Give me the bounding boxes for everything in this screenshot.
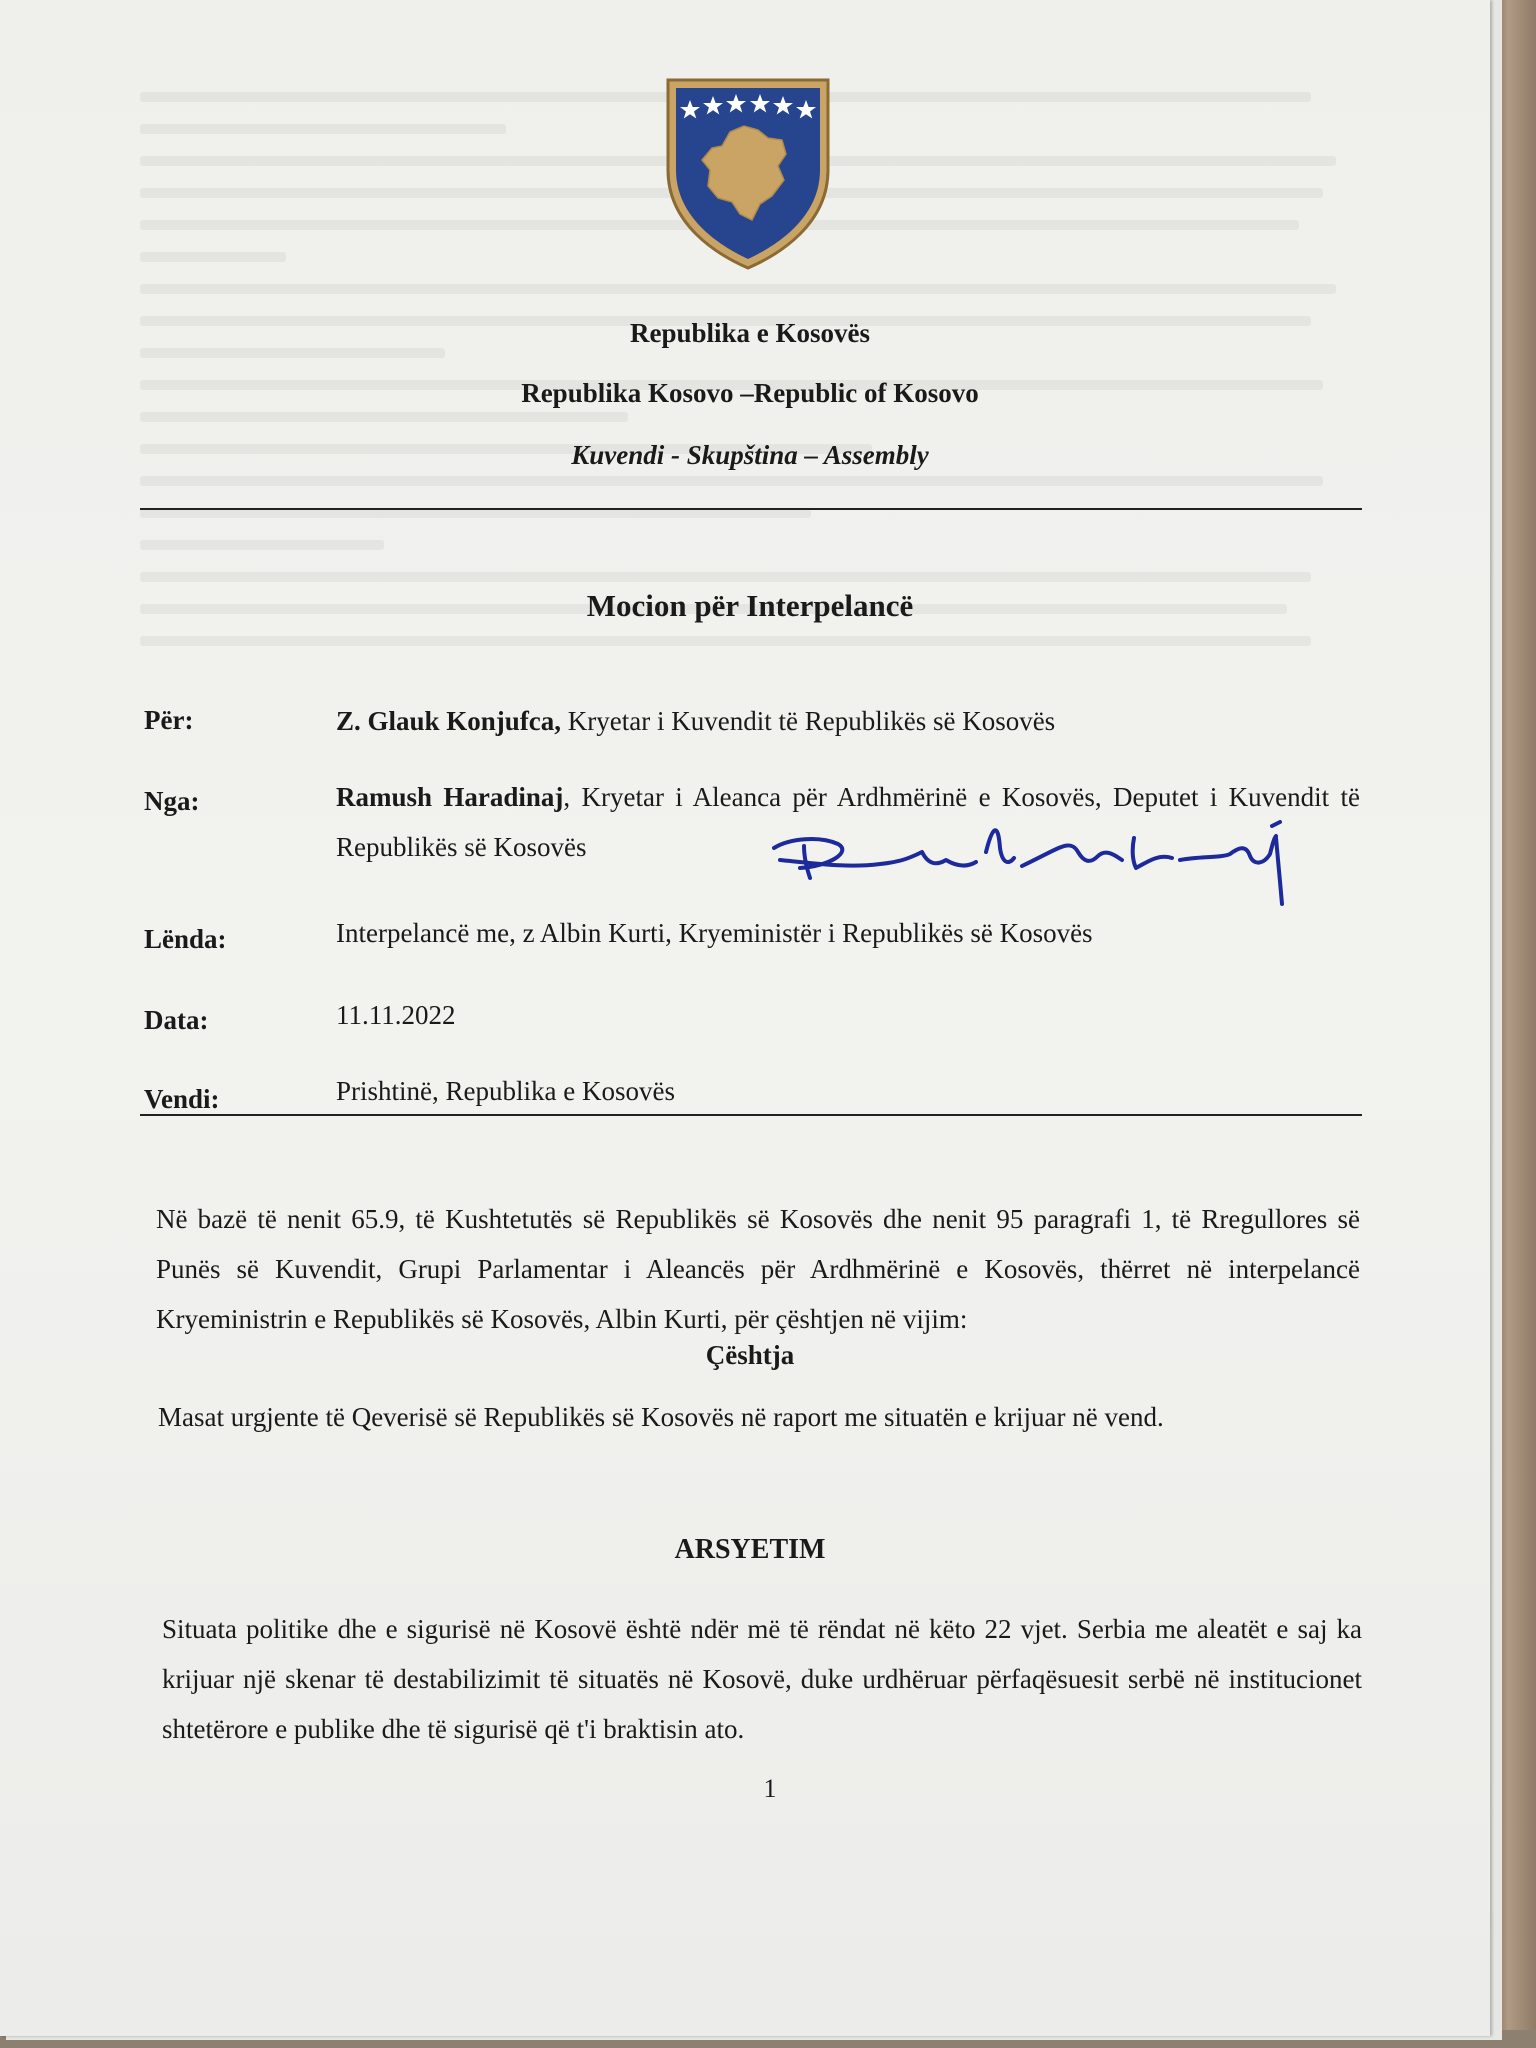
- field-label-lenda: Lënda:: [144, 924, 227, 954]
- fields-divider: [140, 1114, 1362, 1116]
- handwritten-signature: [760, 808, 1320, 908]
- field-value-date: 11.11.2022: [336, 1000, 456, 1030]
- intro-paragraph: Në bazë të nenit 65.9, të Kushtetutës së Republikës së Kosovës dhe nenit 95 paragrafi 1, të Rregullores së Punës së Kuvendit, Grupi Parlamentar i Aleancës për Ardhmërinë e Kosovës, thërret në interpelancë Kryeministrin e Republikës së Kosovës, Albin Kurti, për çështjen në vijim:: [156, 1204, 1360, 1334]
- field-label-data: Data:: [144, 1005, 209, 1035]
- field-label-per: Për:: [144, 705, 194, 735]
- reasoning-paragraph: Situata politike dhe e sigurisë në Kosovë është ndër më të rëndat në këto 22 vjet. Serbia me aleatët e saj ka krijuar një skenar të destabilizimit të situatës në Kosovë, duke urdhëruar përfaqësuesit serbë në institucionet shtetërore e publike dhe të sigurisë që t'i braktisin ato.: [162, 1614, 1362, 1744]
- document-title: Mocion për Interpelancë: [586, 588, 914, 623]
- country-name-albanian: Republika e Kosovës: [629, 318, 871, 348]
- sender-name: Ramush Haradinaj: [336, 782, 564, 812]
- field-label-nga: Nga:: [144, 786, 200, 816]
- field-value-lenda: Interpelancë me, z Albin Kurti, Kryeministër i Republikës së Kosovës: [336, 918, 1093, 948]
- sender-title: , Kryetar i Aleanca për Ardhmërinë e Kosovës, Deputet i Kuvendit të Republikës së Kosovës: [336, 782, 1360, 862]
- header-divider: [140, 508, 1362, 510]
- reasoning-heading: ARSYETIM: [674, 1534, 826, 1565]
- recipient-title: Kryetar i Kuvendit të Republikës së Kosovës: [561, 706, 1056, 736]
- issue-heading: Çështja: [705, 1340, 795, 1370]
- issue-text: Masat urgjente të Qeverisë së Republikës së Kosovës në raport me situatën e krijuar në vend.: [158, 1402, 1164, 1432]
- field-value-per: [336, 696, 1360, 746]
- recipient-name: Z. Glauk Konjufca,: [336, 706, 562, 736]
- assembly-name: Kuvendi - Skupština – Assembly: [571, 440, 929, 470]
- page-number: 1: [763, 1774, 777, 1803]
- kosovo-coat-of-arms-icon: [660, 74, 836, 270]
- country-name-serbian-english: Republika Kosovo –Republic of Kosovo: [521, 378, 979, 408]
- field-label-vendi: Vendi:: [144, 1084, 220, 1114]
- field-value-place: Prishtinë, Republika e Kosovës: [336, 1076, 675, 1106]
